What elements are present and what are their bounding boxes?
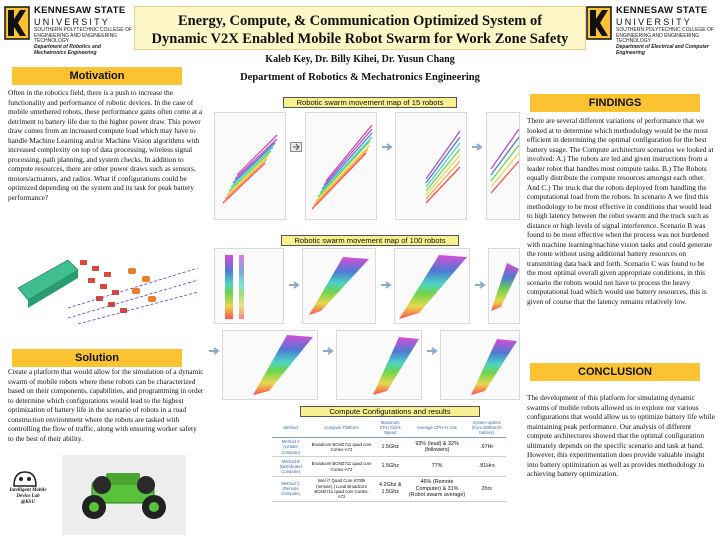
ksu-owl-icon [586, 6, 612, 40]
ksu-owl-icon [4, 6, 30, 40]
plot-100-robots-7 [440, 330, 520, 400]
conclusion-heading: CONCLUSION [530, 363, 700, 381]
plot-100-robots-6 [336, 330, 422, 400]
platform-cell: Broadcom BCM2711 quad core Cortex-A72 [309, 457, 374, 477]
cpu-cell: 77% [407, 457, 468, 477]
logo-name: KENNESAW STATE [616, 5, 708, 16]
method-cell: Method C (Remote Compute) [272, 476, 309, 501]
findings-text: There are several different variations of performance that we looked at to determine which methodology would be the most efficient in determining the optimal configuration for the best battery usage. The Compute architecture scenarios we looked at involved: A.) The robots are led and given instructions from a leader robot that handles most compute tasks. B.) The Robots equally distribute the compute resources amongst each other. And C.) The truck that the robots deployed from handling the computational load from the robots. In scenario A we find this methodology to be most effective in conditions that would lead to high latency between the robot swarm and the truck such as distance or high levels of signal interference. Scenario B was found to be most effective when the process was not burdened with machine learning/machine vision tasks and could generate the route without using additional battery resources on transmitting data back and forth. Scenario C was found to be the most optimal overall given appropriate conditions, in this scenario the robots would not have to process the heavy computational load which would use battery resources, this is given of course that the latency remains relatively low. [527, 116, 714, 306]
arrow-right-icon [380, 280, 392, 290]
rc-car-icon [62, 455, 186, 535]
cpu-cell: 93% (lead) & 32%(followers) [407, 437, 468, 457]
plot-15-robots-4 [486, 112, 520, 220]
method-cell: Method A (Leader Compute) [272, 437, 309, 457]
department-line: Department of Robotics & Mechatronics Engineering [240, 72, 480, 83]
lab-label [6, 488, 50, 506]
compute-configurations-table [272, 418, 506, 502]
poster-title [135, 12, 585, 48]
platform-cell: Broadcom BCM2711 quad core Cortex-A72 [309, 437, 374, 457]
cpu-cell: 46% (Remote Computer) & 31% (Robot swarm average) [407, 476, 468, 501]
table-header-cell: Maximum CPU Clock Speed [374, 418, 407, 437]
uptime-cell: .67Hr [467, 437, 506, 457]
table-row [272, 476, 506, 501]
poster-title-box [134, 6, 586, 50]
conclusion-text: The development of this platform for simulating dynamic swarms of mobile robots allowed us to explore our various configurations that would allow us to optimize battery life while maintaining peak performance. Our analysis of different compute architectures showed that the optimal configuration ultimately depends on the specific scenario and task at hand. However, this experimentation does provide valuable insight into battery optimization as well as provides methodology to achieving battery optimization. [527, 393, 715, 478]
authors: Kaleb Key, Dr. Billy Kihei, Dr. Yusun Chang [265, 54, 455, 65]
table-header-row [272, 418, 506, 437]
arrow-right-icon [208, 346, 220, 356]
title-line-2: Dynamic V2X Enabled Mobile Robot Swarm for Work Zone Safety [151, 31, 569, 47]
method-cell: Method B (Distributed Compute) [272, 457, 309, 477]
logo-college: SOUTHERN POLYTECHNIC COLLEGE OF ENGINEERING AND ENGINEERING TECHNOLOGY [616, 27, 714, 45]
plot-100-robots-3 [394, 248, 470, 324]
arrow-right-icon [474, 280, 486, 290]
logo-college: SOUTHERN POLYTECHNIC COLLEGE OF ENGINEERING AND ENGINEERING TECHNOLOGY [34, 27, 132, 45]
plot-15-robots-1 [214, 112, 286, 220]
table-header-cell: Compute Platform [309, 418, 374, 437]
lab-label-line-3: @KSU [21, 500, 35, 505]
arrow-right-icon [426, 346, 438, 356]
clock-cell: 4.2Ghz & 1.5Ghz [374, 476, 407, 501]
table-header-cell: System uptime (from 5000mAh battery) [467, 418, 506, 437]
logo-name: KENNESAW STATE [34, 5, 126, 16]
findings-heading: FINDINGS [530, 94, 700, 112]
ksu-logo-right [586, 4, 716, 64]
clock-cell: 1.5Ghz [374, 437, 407, 457]
uptime-cell: .81Hrs [467, 457, 506, 477]
table-row [272, 457, 506, 477]
ksu-logo-left [4, 4, 134, 64]
plot-100-robots-1 [214, 248, 284, 324]
table-header-cell: Average CPU % Use [407, 418, 468, 437]
logo-department: Department of Robotics and Mechatronics Engineering [34, 44, 101, 56]
motivation-text: Often in the robotics field, there is a push to increase the functionality and performance of robotic devices. In the case of mobile untethered robots, these performance gains often come at a detriment to battery life due to the higher power draw. This power draw comes from an increased compute load which may have to handle Machine Learning and/or Machine Vision algorithms with increased complexity on top of data processing, wireless signal processing, path planning, and system checks. In addition to compute resources, there are other power draws such as sensors, motors/actuators, and radios. What if configurations could be optimized depending on the system and its task for peak battery performance? [8, 88, 203, 202]
solution-text: Create a platform that would allow for the simulation of a dynamic swarm of mobile robots where these robots can be characterized based on their components, capabilities, and programming in order to determine which configurations would lead to the highest optimization of battery life in the scenario of robots in a road construction environment where the robots are tasked with controlling the flow of traffic, along with ensuring worker safety to the best of their ability. [8, 367, 204, 443]
clock-cell: 1.5Ghz [374, 457, 407, 477]
figure-label-15-robots: Robotic swarm movement map of 15 robots [283, 97, 457, 108]
arrow-right-icon [381, 142, 393, 152]
logo-university: UNIVERSITY [34, 17, 111, 27]
plot-15-robots-3 [395, 112, 467, 220]
logo-university: UNIVERSITY [616, 17, 693, 27]
arrow-right-icon [290, 142, 302, 152]
plot-100-robots-2 [302, 248, 376, 324]
logo-department: Department of Electrical and Computer Engineering [616, 44, 709, 56]
robot-swarm-illustration [8, 248, 204, 328]
table-row [272, 437, 506, 457]
robot-car-photo [62, 455, 186, 535]
arrow-right-icon [471, 142, 483, 152]
table-header-cell: Method [272, 418, 309, 437]
lab-label-line-2: Device Lab [16, 494, 40, 499]
solution-heading: Solution [12, 349, 182, 367]
lab-logo-icon [10, 468, 40, 490]
lab-label-line-1: Intelligent Mobile [9, 488, 47, 493]
table-title: Compute Configurations and results [300, 406, 480, 417]
platform-cell: Intel i7 Quad Core 6700k (remote) | Local Broadcom BCM2711 quad core Cortex-A72 [309, 476, 374, 501]
uptime-cell: 2hrs [467, 476, 506, 501]
arrow-right-icon [322, 346, 334, 356]
plot-100-robots-5 [222, 330, 318, 400]
plot-100-robots-4 [488, 248, 520, 324]
figure-label-100-robots: Robotic swarm movement map of 100 robots [281, 235, 459, 246]
plot-15-robots-2 [305, 112, 377, 220]
motivation-heading: Motivation [12, 67, 182, 85]
arrow-right-icon [288, 280, 300, 290]
title-line-1: Energy, Compute, & Communication Optimized System of [177, 13, 543, 29]
